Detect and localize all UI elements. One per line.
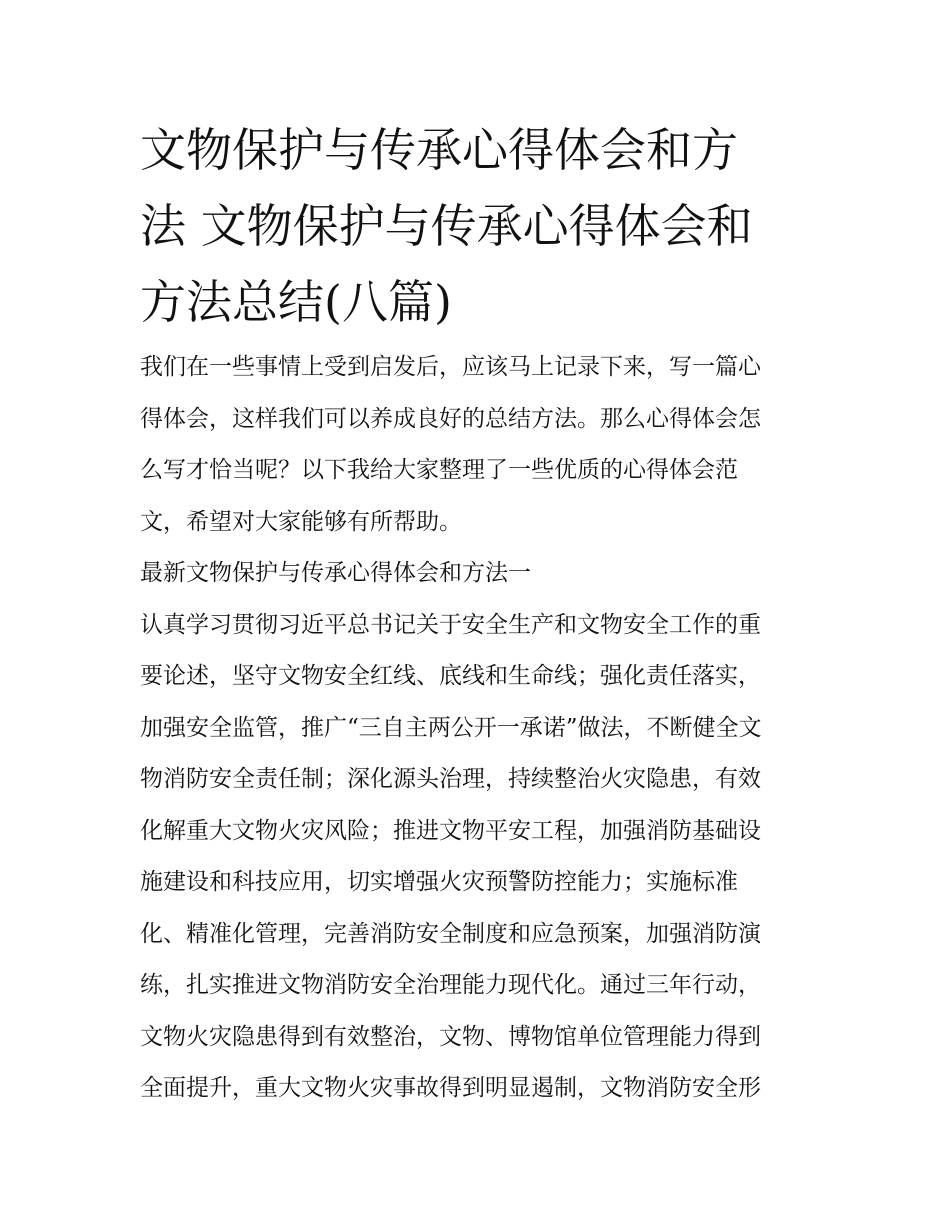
intro-line: 文，希望对大家能够有所帮助。 bbox=[140, 508, 462, 535]
title-line: 方法总结(八篇) bbox=[140, 275, 452, 329]
intro-paragraph bbox=[140, 342, 820, 548]
section-heading: 最新文物保护与传承心得体会和方法一 bbox=[140, 560, 531, 586]
body-line: 认真学习贯彻习近平总书记关于安全生产和文物安全工作的重 bbox=[140, 611, 761, 638]
intro-line: 么写才恰当呢？以下我给大家整理了一些优质的心得体会范 bbox=[140, 457, 738, 483]
intro-line: 我们在一些事情上受到启发后，应该马上记录下来，写一篇心 bbox=[140, 354, 761, 380]
body-line: 化、精准化管理，完善消防安全制度和应急预案，加强消防演 bbox=[140, 920, 761, 947]
body-line: 物消防安全责任制；深化源头治理，持续整治火灾隐患，有效 bbox=[140, 766, 761, 792]
document-page bbox=[140, 112, 820, 1115]
document-title bbox=[140, 112, 820, 340]
body-line: 全面提升，重大文物火灾事故得到明显遏制，文物消防安全形 bbox=[140, 1075, 761, 1101]
body-line: 加强安全监管，推广“三自主两公开一承诺”做法，不断健全文 bbox=[140, 714, 762, 741]
title-line: 法 文物保护与传承心得体会和 bbox=[140, 199, 753, 253]
body-line: 要论述，坚守文物安全红线、底线和生命线；强化责任落实， bbox=[140, 663, 761, 689]
body-line: 化解重大文物火灾风险；推进文物平安工程，加强消防基础设 bbox=[140, 817, 761, 844]
title-line: 文物保护与传承心得体会和方 bbox=[140, 123, 738, 177]
body-line: 文物火灾隐患得到有效整治，文物、博物馆单位管理能力得到 bbox=[140, 1023, 761, 1050]
intro-line: 得体会，这样我们可以养成良好的总结方法。那么心得体会怎 bbox=[140, 405, 761, 432]
body-line: 施建设和科技应用，切实增强火灾预警防控能力；实施标准 bbox=[140, 869, 738, 895]
body-paragraph bbox=[140, 600, 820, 1115]
body-line: 练，扎实推进文物消防安全治理能力现代化。通过三年行动， bbox=[140, 972, 761, 998]
